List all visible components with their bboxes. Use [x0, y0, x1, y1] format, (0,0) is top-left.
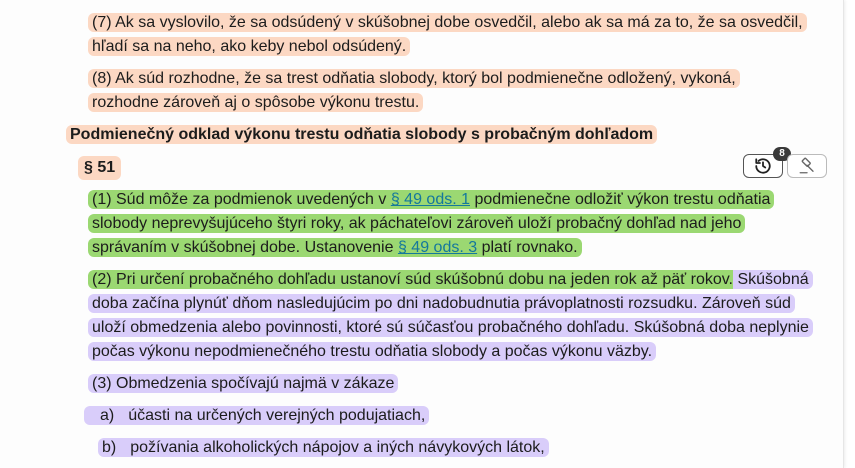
paragraph-2-line-2: doba začína plynúť dňom nasledujúcim po dni nadobudnutia právoplatnosti rozsudku. Zároveň súd	[88, 292, 795, 316]
paragraph-7-line-2: hľadí sa na neho, ako keby nebol odsúdený.	[88, 35, 410, 59]
paragraph-7-line-1: (7) Ak sa vyslovilo, že sa odsúdený v skúšobnej dobe osvedčil, alebo ak sa má za to, že sa osvedčil,	[88, 11, 807, 35]
section-toolbar	[743, 148, 827, 178]
section-heading: Podmienečný odklad výkonu trestu odňatia slobody s probačným dohľadom	[66, 123, 657, 147]
paragraph-1-line-3: správaním v skúšobnej dobe. Ustanovenie § 49 ods. 3 platí rovnako.	[88, 236, 582, 260]
paragraph-1-line-1: (1) Súd môže za podmienok uvedených v § 49 ods. 1 podmienečne odložiť výkon trestu odňatia	[88, 188, 774, 212]
paragraph-8-line-2: rozhodne zároveň aj o spôsobe výkonu trestu.	[88, 91, 423, 115]
section-number: § 51	[78, 156, 121, 180]
history-count-badge: 8	[773, 147, 791, 161]
history-button[interactable]	[743, 148, 785, 178]
list-item: b) požívania alkoholických nápojov a iných návykových látok,	[98, 436, 549, 460]
paragraph-2-line-4: počas výkonu nepodmienečného trestu odňatia slobody a počas výkonu väzby.	[88, 340, 656, 364]
history-icon	[754, 157, 772, 175]
paragraph-8-line-1: (8) Ak súd rozhodne, že sa trest odňatia slobody, ktorý bol podmienečne odložený, vykoná,	[88, 67, 740, 91]
paragraph-3: (3) Obmedzenia spočívajú najmä v zákaze	[88, 372, 398, 396]
paragraph-2-line-3: uloží obmedzenia alebo povinnosti, ktoré sú súčasťou probačného dohľadu. Skúšobná doba neplynie	[88, 316, 813, 340]
list-item: a) účasti na určených verejných podujatiach,	[84, 404, 429, 428]
paragraph-1-line-2: slobody neprevyšujúceho štyri roky, ak páchateľovi zároveň uloží probačný dohľad nad jeho	[88, 212, 745, 236]
gavel-icon	[798, 157, 816, 175]
link-49-1[interactable]: § 49 ods. 1	[390, 191, 470, 208]
judgement-button[interactable]	[787, 154, 827, 178]
link-49-3[interactable]: § 49 ods. 3	[397, 239, 478, 256]
paragraph-2-line-1: (2) Pri určení probačného dohľadu ustanoví súd skúšobnú dobu na jeden rok až päť rokov. Skúšobná	[88, 268, 813, 292]
